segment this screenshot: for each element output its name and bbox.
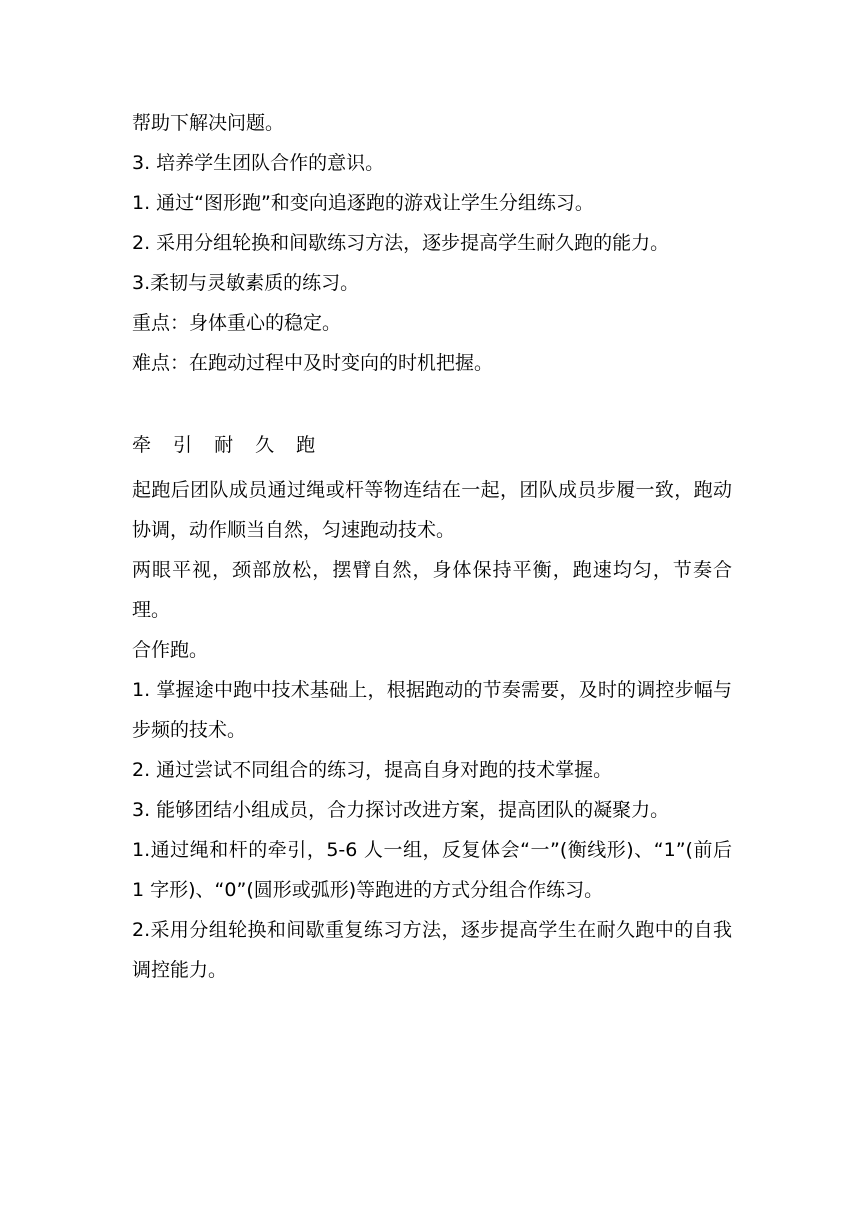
paragraph: 合作跑。 [132, 639, 209, 661]
text-line: 3.柔韧与灵敏素质的练习。 [132, 272, 360, 294]
paragraph: 1. 掌握途中跑中技术基础上，根据跑动的节奏需要，及时的调控步幅与步频的技术。 [132, 679, 732, 741]
paragraph: 2.采用分组轮换和间歇重复练习方法，逐步提高学生在耐久跑中的自我调控能力。 [132, 919, 732, 981]
document-page [132, 108, 732, 990]
section-heading: 牵 引 耐 久 跑 [132, 434, 324, 456]
paragraph: 起跑后团队成员通过绳或杆等物连结在一起，团队成员步履一致，跑动协调，动作顺当自然，匀速跑动技术。 [132, 479, 732, 541]
section-gap [132, 388, 732, 430]
paragraph: 3. 能够团结小组成员，合力探讨改进方案，提高团队的凝聚力。 [132, 799, 670, 821]
text-line: 帮助下解决问题。 [132, 112, 285, 134]
key-point-line: 重点：身体重心的稳定。 [132, 312, 342, 334]
paragraph: 2. 通过尝试不同组合的练习，提高自身对跑的技术掌握。 [132, 759, 613, 781]
difficulty-line: 难点：在跑动过程中及时变向的时机把握。 [132, 352, 494, 374]
text-line: 3. 培养学生团队合作的意识。 [132, 152, 385, 174]
text-line: 2. 采用分组轮换和间歇练习方法，逐步提高学生耐久跑的能力。 [132, 232, 670, 254]
paragraph: 两眼平视，颈部放松，摆臂自然，身体保持平衡，跑速均匀，节奏合理。 [132, 559, 732, 621]
paragraph: 1.通过绳和杆的牵引，5-6 人一组，反复体会“一”(衡线形)、“1”(前后 1 字形)、“0”(圆形或弧形)等跑进的方式分组合作练习。 [132, 839, 732, 901]
text-line: 1. 通过“图形跑”和变向追逐跑的游戏让学生分组练习。 [132, 192, 594, 214]
